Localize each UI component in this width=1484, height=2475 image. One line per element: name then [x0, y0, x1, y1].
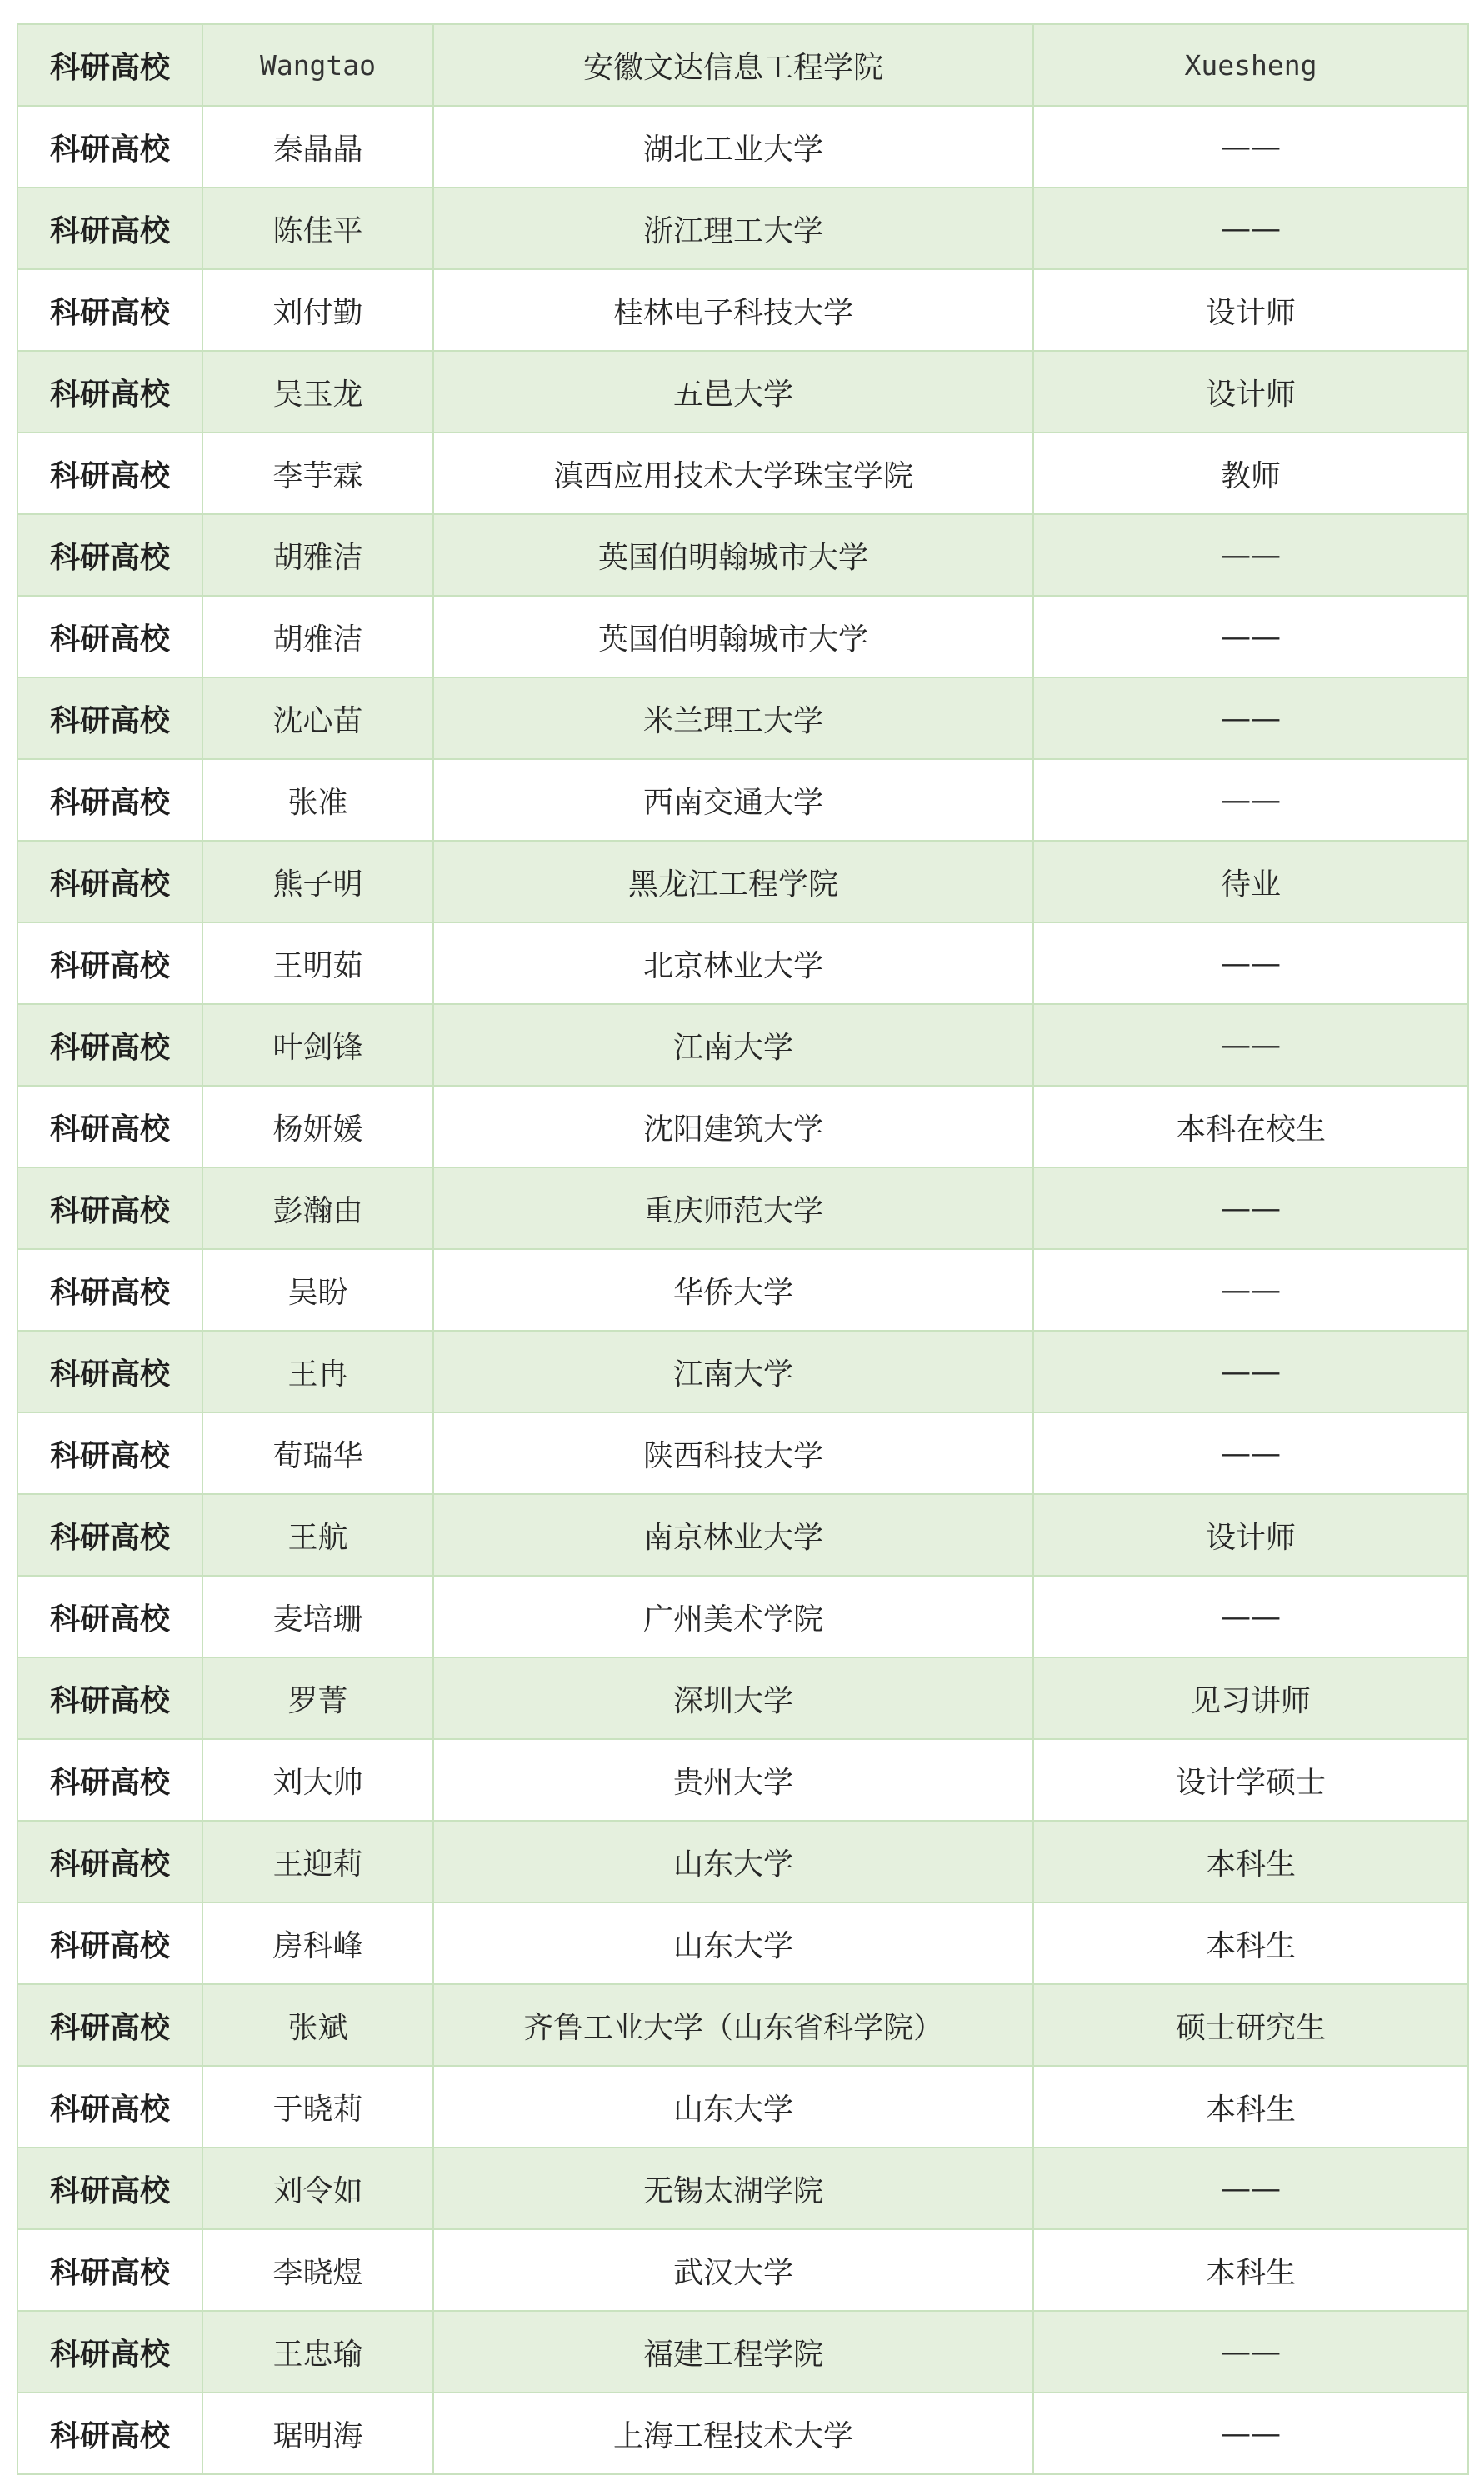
institution-cell: 无锡太湖学院 [433, 2148, 1033, 2229]
table-row [17, 2066, 1468, 2148]
table-row [17, 1984, 1468, 2066]
table-row [17, 2148, 1468, 2229]
position-cell: —— [1033, 188, 1468, 269]
table-row [17, 1576, 1468, 1658]
institution-cell: 黑龙江工程学院 [433, 841, 1033, 922]
name-cell: 王冉 [202, 1331, 433, 1412]
name-cell: 房科峰 [202, 1902, 433, 1984]
table-row [17, 514, 1468, 596]
category-cell: 科研高校 [17, 922, 202, 1004]
position-cell: —— [1033, 2311, 1468, 2392]
category-cell: 科研高校 [17, 678, 202, 759]
table-row [17, 1168, 1468, 1249]
category-cell: 科研高校 [17, 2392, 202, 2474]
position-cell: 本科生 [1033, 1821, 1468, 1902]
position-cell: 见习讲师 [1033, 1658, 1468, 1739]
category-cell: 科研高校 [17, 432, 202, 514]
institution-cell: 江南大学 [433, 1331, 1033, 1412]
name-cell: 李晓煜 [202, 2229, 433, 2311]
institution-cell: 山东大学 [433, 1902, 1033, 1984]
table-row [17, 24, 1468, 106]
name-cell: 琚明海 [202, 2392, 433, 2474]
institution-cell: 深圳大学 [433, 1658, 1033, 1739]
name-cell: 吴玉龙 [202, 351, 433, 432]
institution-cell: 英国伯明翰城市大学 [433, 514, 1033, 596]
category-cell: 科研高校 [17, 1821, 202, 1902]
position-cell: —— [1033, 106, 1468, 188]
position-cell: 本科生 [1033, 2066, 1468, 2148]
institution-cell: 齐鲁工业大学（山东省科学院） [433, 1984, 1033, 2066]
position-cell: —— [1033, 514, 1468, 596]
institution-cell: 北京林业大学 [433, 922, 1033, 1004]
position-cell: —— [1033, 678, 1468, 759]
position-cell: —— [1033, 1249, 1468, 1331]
institution-cell: 华侨大学 [433, 1249, 1033, 1331]
institution-cell: 江南大学 [433, 1004, 1033, 1086]
name-cell: 熊子明 [202, 841, 433, 922]
institution-cell: 武汉大学 [433, 2229, 1033, 2311]
position-cell: 本科生 [1033, 1902, 1468, 1984]
category-cell: 科研高校 [17, 1739, 202, 1821]
participant-table [17, 23, 1469, 2475]
table-row [17, 922, 1468, 1004]
institution-cell: 桂林电子科技大学 [433, 269, 1033, 351]
name-cell: 王迎莉 [202, 1821, 433, 1902]
position-cell: Xuesheng [1033, 24, 1468, 106]
table-row [17, 841, 1468, 922]
position-cell: 硕士研究生 [1033, 1984, 1468, 2066]
institution-cell: 沈阳建筑大学 [433, 1086, 1033, 1168]
category-cell: 科研高校 [17, 188, 202, 269]
table-row [17, 1739, 1468, 1821]
position-cell: —— [1033, 1331, 1468, 1412]
name-cell: 吴盼 [202, 1249, 433, 1331]
position-cell: —— [1033, 1412, 1468, 1494]
category-cell: 科研高校 [17, 514, 202, 596]
table-body [17, 24, 1468, 2474]
position-cell: 本科生 [1033, 2229, 1468, 2311]
position-cell: 待业 [1033, 841, 1468, 922]
table-row [17, 1086, 1468, 1168]
table-row [17, 1658, 1468, 1739]
table-row [17, 1249, 1468, 1331]
institution-cell: 米兰理工大学 [433, 678, 1033, 759]
category-cell: 科研高校 [17, 24, 202, 106]
name-cell: 刘付勤 [202, 269, 433, 351]
institution-cell: 南京林业大学 [433, 1494, 1033, 1576]
name-cell: 沈心苗 [202, 678, 433, 759]
table-row [17, 2311, 1468, 2392]
institution-cell: 广州美术学院 [433, 1576, 1033, 1658]
name-cell: 彭瀚由 [202, 1168, 433, 1249]
name-cell: 王明茹 [202, 922, 433, 1004]
category-cell: 科研高校 [17, 1494, 202, 1576]
category-cell: 科研高校 [17, 1249, 202, 1331]
category-cell: 科研高校 [17, 2148, 202, 2229]
institution-cell: 山东大学 [433, 1821, 1033, 1902]
position-cell: —— [1033, 1004, 1468, 1086]
category-cell: 科研高校 [17, 841, 202, 922]
table-row [17, 188, 1468, 269]
name-cell: 王忠瑜 [202, 2311, 433, 2392]
position-cell: —— [1033, 1576, 1468, 1658]
name-cell: 刘令如 [202, 2148, 433, 2229]
table-row [17, 678, 1468, 759]
position-cell: 设计师 [1033, 1494, 1468, 1576]
institution-cell: 上海工程技术大学 [433, 2392, 1033, 2474]
name-cell: 胡雅洁 [202, 596, 433, 678]
name-cell: 杨妍媛 [202, 1086, 433, 1168]
position-cell: —— [1033, 922, 1468, 1004]
position-cell: —— [1033, 2148, 1468, 2229]
position-cell: —— [1033, 596, 1468, 678]
table-row [17, 106, 1468, 188]
institution-cell: 五邑大学 [433, 351, 1033, 432]
category-cell: 科研高校 [17, 1004, 202, 1086]
category-cell: 科研高校 [17, 1576, 202, 1658]
category-cell: 科研高校 [17, 2066, 202, 2148]
institution-cell: 贵州大学 [433, 1739, 1033, 1821]
institution-cell: 西南交通大学 [433, 759, 1033, 841]
position-cell: 设计学硕士 [1033, 1739, 1468, 1821]
name-cell: 王航 [202, 1494, 433, 1576]
name-cell: 陈佳平 [202, 188, 433, 269]
category-cell: 科研高校 [17, 1412, 202, 1494]
category-cell: 科研高校 [17, 1902, 202, 1984]
institution-cell: 湖北工业大学 [433, 106, 1033, 188]
position-cell: 教师 [1033, 432, 1468, 514]
institution-cell: 山东大学 [433, 2066, 1033, 2148]
position-cell: 设计师 [1033, 269, 1468, 351]
table-row [17, 351, 1468, 432]
table-row [17, 596, 1468, 678]
name-cell: 张准 [202, 759, 433, 841]
table-row [17, 1494, 1468, 1576]
institution-cell: 重庆师范大学 [433, 1168, 1033, 1249]
name-cell: 于晓莉 [202, 2066, 433, 2148]
institution-cell: 陕西科技大学 [433, 1412, 1033, 1494]
table-row [17, 432, 1468, 514]
category-cell: 科研高校 [17, 1168, 202, 1249]
name-cell: 荀瑞华 [202, 1412, 433, 1494]
category-cell: 科研高校 [17, 1658, 202, 1739]
table-row [17, 1902, 1468, 1984]
category-cell: 科研高校 [17, 1984, 202, 2066]
name-cell: 秦晶晶 [202, 106, 433, 188]
position-cell: 本科在校生 [1033, 1086, 1468, 1168]
name-cell: 麦培珊 [202, 1576, 433, 1658]
table-row [17, 2392, 1468, 2474]
table-row [17, 759, 1468, 841]
category-cell: 科研高校 [17, 1331, 202, 1412]
table-row [17, 2229, 1468, 2311]
category-cell: 科研高校 [17, 2229, 202, 2311]
institution-cell: 安徽文达信息工程学院 [433, 24, 1033, 106]
table-row [17, 269, 1468, 351]
institution-cell: 英国伯明翰城市大学 [433, 596, 1033, 678]
name-cell: 刘大帅 [202, 1739, 433, 1821]
participant-table-container [17, 23, 1467, 2475]
position-cell: —— [1033, 2392, 1468, 2474]
position-cell: —— [1033, 759, 1468, 841]
category-cell: 科研高校 [17, 351, 202, 432]
position-cell: 设计师 [1033, 351, 1468, 432]
institution-cell: 滇西应用技术大学珠宝学院 [433, 432, 1033, 514]
table-row [17, 1412, 1468, 1494]
category-cell: 科研高校 [17, 1086, 202, 1168]
name-cell: 叶剑锋 [202, 1004, 433, 1086]
category-cell: 科研高校 [17, 596, 202, 678]
name-cell: Wangtao [202, 24, 433, 106]
position-cell: —— [1033, 1168, 1468, 1249]
category-cell: 科研高校 [17, 106, 202, 188]
institution-cell: 福建工程学院 [433, 2311, 1033, 2392]
name-cell: 李芋霖 [202, 432, 433, 514]
institution-cell: 浙江理工大学 [433, 188, 1033, 269]
category-cell: 科研高校 [17, 269, 202, 351]
category-cell: 科研高校 [17, 2311, 202, 2392]
name-cell: 张斌 [202, 1984, 433, 2066]
name-cell: 胡雅洁 [202, 514, 433, 596]
table-row [17, 1004, 1468, 1086]
name-cell: 罗菁 [202, 1658, 433, 1739]
table-row [17, 1821, 1468, 1902]
table-row [17, 1331, 1468, 1412]
category-cell: 科研高校 [17, 759, 202, 841]
